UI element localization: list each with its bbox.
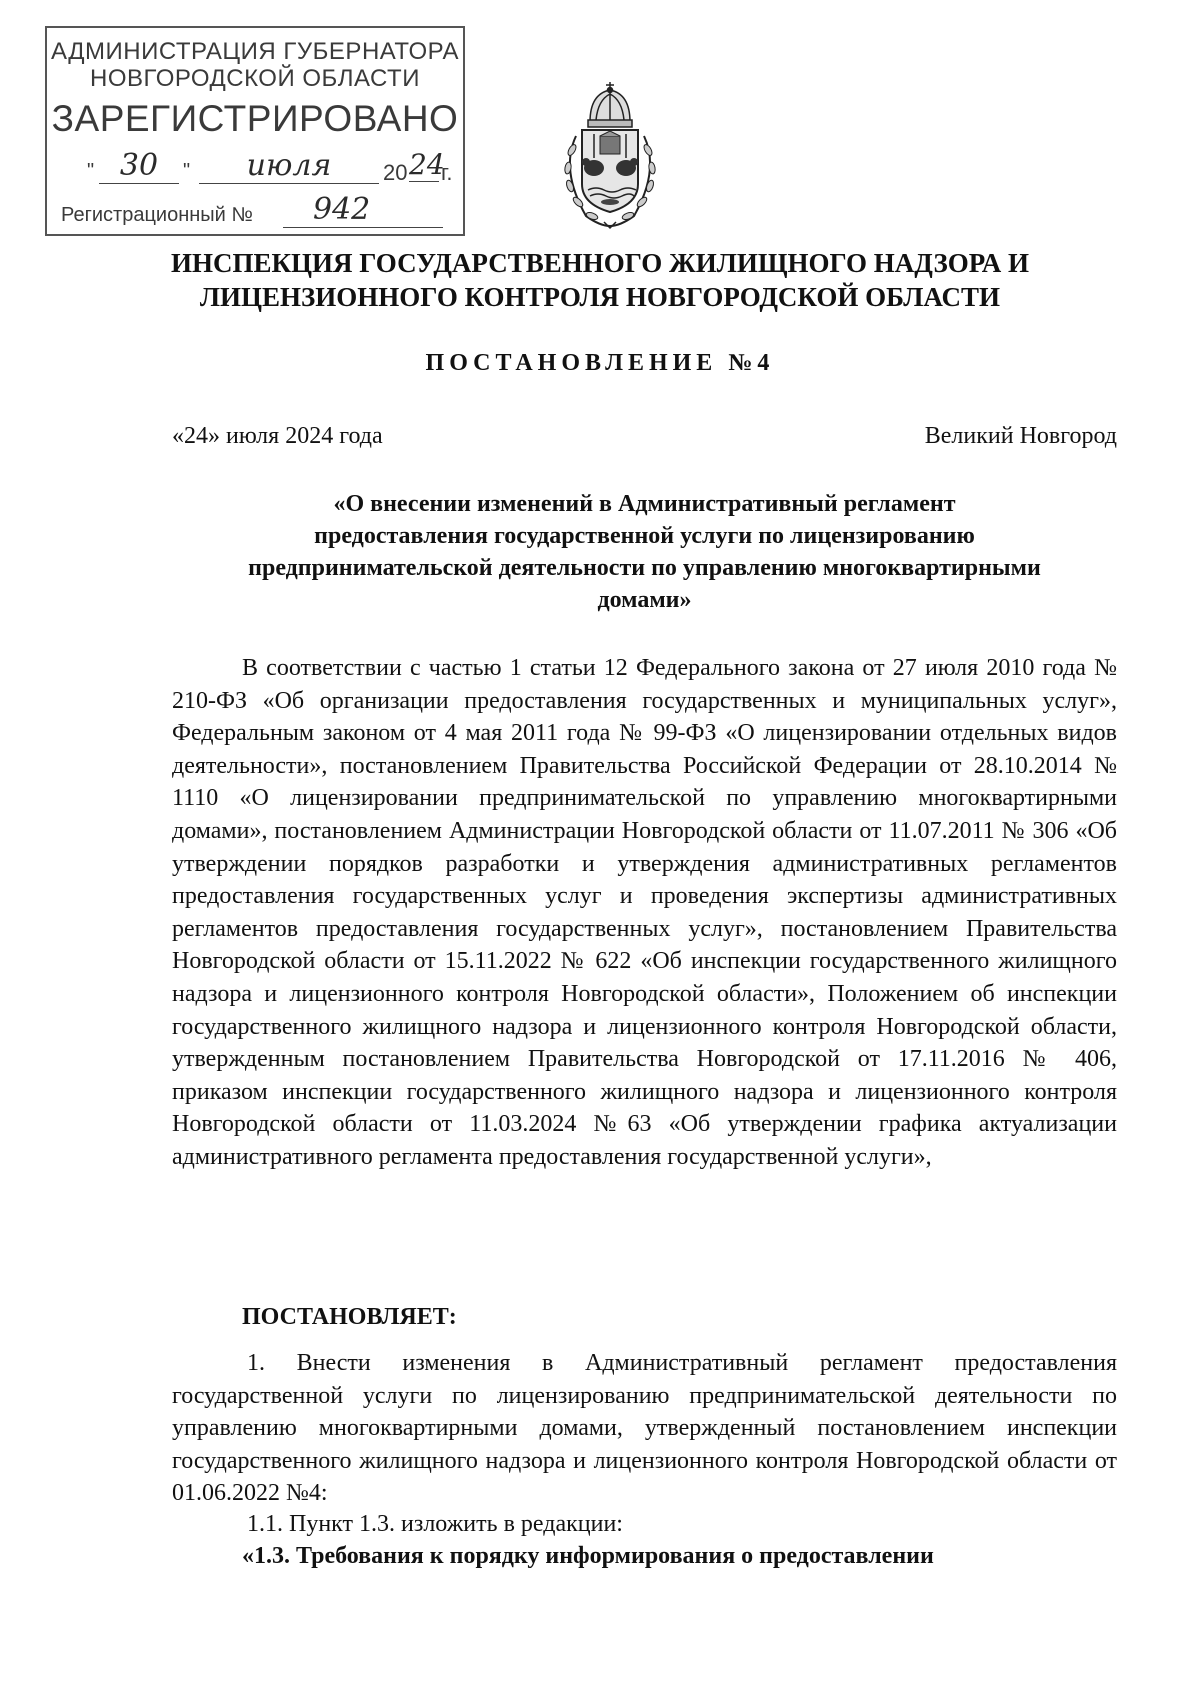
document-date: «24» июля 2024 года [172, 423, 383, 449]
document-title [172, 488, 1117, 616]
novgorod-coat-of-arms-icon [546, 80, 674, 230]
title-line1: «О внесении изменений в Административный регламент [333, 491, 956, 517]
title-line2: предоставления государственной услуги по лицензированию [314, 523, 975, 549]
stamp-quote-close: " [183, 160, 191, 182]
resolves-heading: ПОСТАНОВЛЯЕТ: [242, 1304, 457, 1330]
clause-1-paragraph: 1. Внести изменения в Административный регламент предоставления государственной услуги по лицензированию предпринимательской деятельности по управлению многоквартирными домами, утвержденный постановлением инспекции государственного жилищного надзора и лицензионного контроля Новгородской области от 01.06.2022 №4: [172, 1350, 1117, 1507]
document-type: ПОСТАНОВЛЕНИЕ №4 [425, 350, 775, 376]
agency-line1: ИНСПЕКЦИЯ ГОСУДАРСТВЕННОГО ЖИЛИЩНОГО НАДЗОРА И [170, 248, 1030, 278]
stamp-date-month: июля [199, 148, 379, 184]
title-line4: домами» [597, 587, 692, 613]
stamp-regno-row [61, 192, 461, 228]
document-place: Великий Новгород [924, 423, 1117, 449]
clause-1-1: 1.1. Пункт 1.3. изложить в редакции: [247, 1511, 623, 1537]
agency-header [100, 246, 1100, 314]
registration-stamp [45, 26, 465, 236]
stamp-date-day: 30 [99, 148, 179, 184]
stamp-date-row [87, 148, 457, 188]
stamp-year-suffix: 24 [409, 148, 445, 181]
stamp-year-prefix: 20 [383, 160, 408, 185]
date-place-line [172, 423, 1117, 450]
stamp-quote-open: " [87, 160, 95, 182]
stamp-title: ЗАРЕГИСТРИРОВАНО [51, 98, 459, 139]
stamp-org-line2: НОВГОРОДСКОЙ ОБЛАСТИ [90, 65, 420, 92]
preamble-paragraph: В соответствии с частью 1 статьи 12 Федерального закона от 27 июля 2010 года № 210-ФЗ «Об организации предоставления государственных и муниципальных услуг», Федеральным законом от 4 мая 2011 года № 99-ФЗ «О лицензировании отдельных видов деятельности», постановлением Правительства Российской Федерации от 28.10.2014 № 1110 «О лицензировании предпринимательской по управлению многоквартирными домами», постановлением Администрации Новгородской области от 11.07.2011 № 306 «Об утверждении порядков разработки и утверждения административных регламентов предоставления государственных услуг и проведения экспертизы административных регламентов предоставления государственных услуг», постановлением Правительства Новгородской области от 15.11.2022 № 622 «Об инспекции государственного жилищного надзора и лицензионного контроля Новгородской области», Положением об инспекции государственного жилищного надзора и лицензионного контроля Новгородской области, утвержденным постановлением Правительства Новгородской от 17.11.2016 № 406, приказом инспекции государственного жилищного надзора и лицензионного контроля Новгородской области от 11.03.2024 №63 «Об утверждении графика актуализации административного регламента предоставления государственной услуги», [172, 655, 1117, 1170]
clause-1-3-heading: «1.3. Требования к порядку информирования о предоставлении [242, 1543, 934, 1569]
stamp-regno-label: Регистрационный № [61, 204, 253, 226]
stamp-year-unit: г. [441, 160, 453, 185]
stamp-org-line1: АДМИНИСТРАЦИЯ ГУБЕРНАТОРА [50, 38, 460, 65]
title-line3: предпринимательской деятельности по управлению многоквартирными [248, 555, 1041, 581]
agency-line2: ЛИЦЕНЗИОННОГО КОНТРОЛЯ НОВГОРОДСКОЙ ОБЛАСТИ [199, 282, 1001, 312]
stamp-regno-value: 942 [283, 192, 443, 228]
